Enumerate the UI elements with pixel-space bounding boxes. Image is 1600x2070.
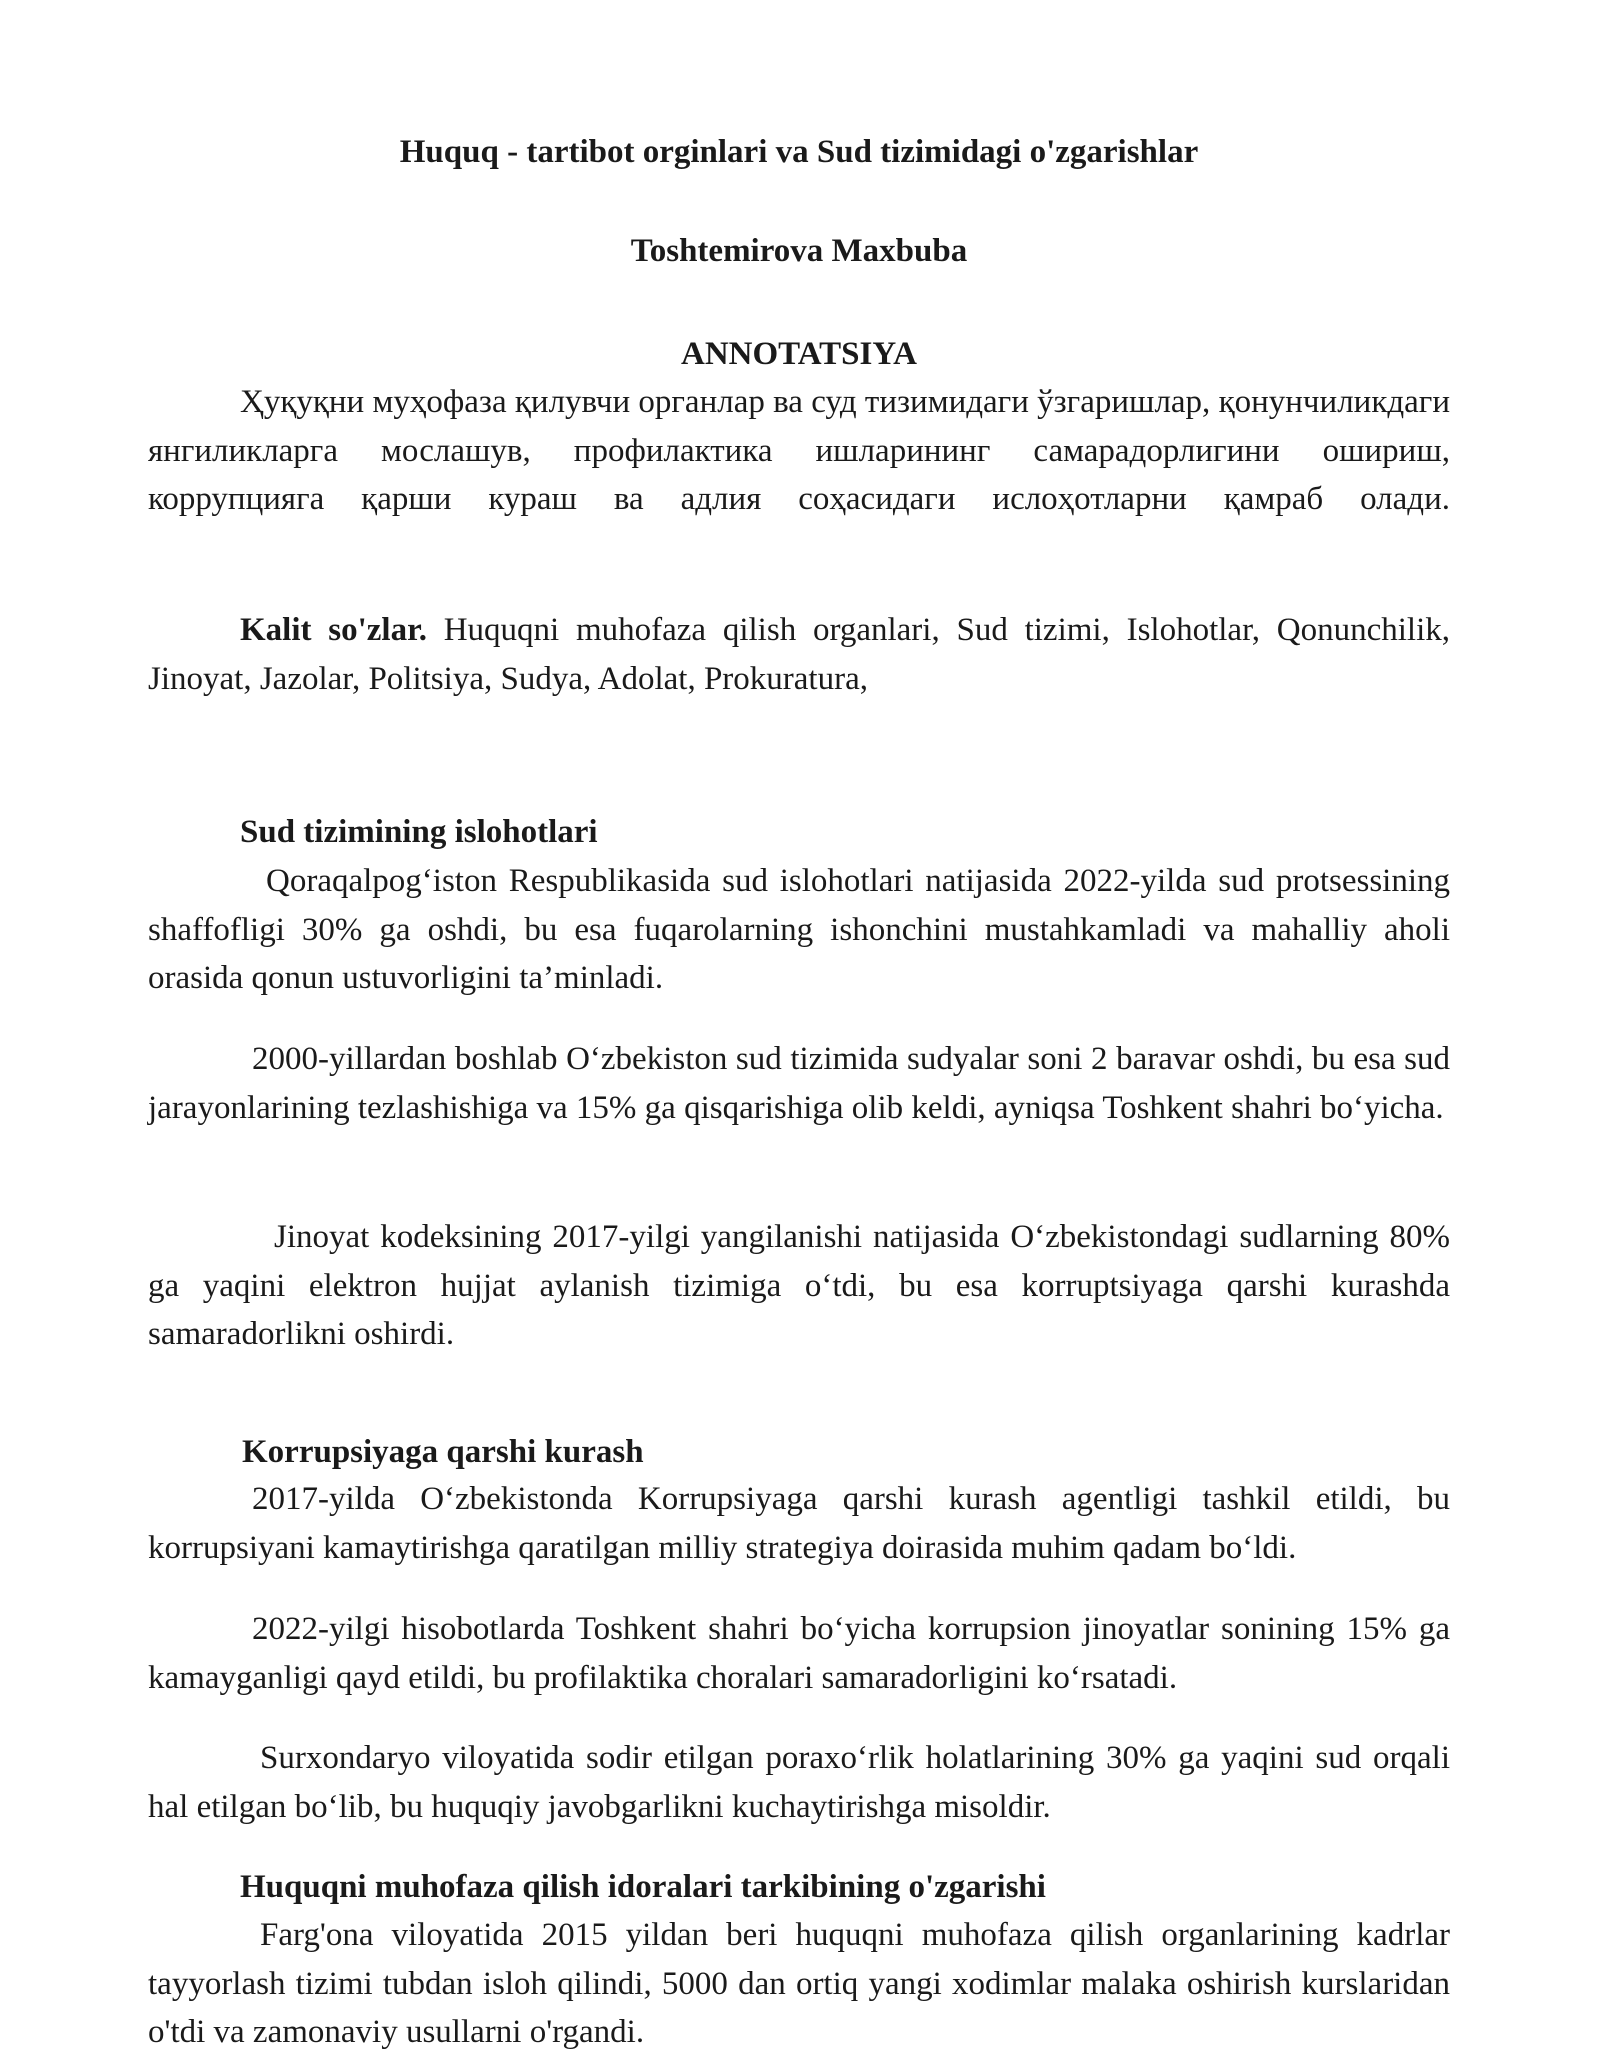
section-heading-sud: Sud tizimining islohotlari — [240, 814, 598, 850]
keywords-label: Kalit so'zlar. — [240, 612, 427, 648]
section-paragraph: Farg'ona viloyatida 2015 yildan beri huquqni muhofaza qilish organlarining kadrlar tayyorlash tizimi tubdan isloh qilindi, 5000 dan ortiq yangi xodimlar malaka oshirish kurslaridan o'tdi va zamonaviy usullarni o'rgandi. — [148, 1917, 1450, 2050]
keywords-text: Huquqni muhofaza qilish organlari, Sud tizimi, Islohotlar, Qonunchilik, Jinoyat, Jazolar, Politsiya, Sudya, Adolat, Prokuratura, — [148, 612, 1450, 697]
section-paragraph: 2022-yilgi hisobotlarda Toshkent shahri boʻyicha korrupsion jinoyatlar sonining 15% ga kamayganligi qayd etildi, bu profilaktika choralari samaradorligini koʻrsatadi. — [148, 1611, 1450, 1696]
author-name: Toshtemirova Maxbuba — [630, 233, 968, 269]
section-heading-idoralar: Huquqni muhofaza qilish idoralari tarkibining o'zgarishi — [240, 1869, 1046, 1905]
section-paragraph: Qoraqalpogʻiston Respublikasida sud islohotlari natijasida 2022-yilda sud protsessining shaffofligi 30% ga oshdi, bu esa fuqarolarning ishonchini mustahkamladi va mahalliy aholi orasida qonun ustuvorligini ta’minladi. — [148, 863, 1450, 996]
section-paragraph: 2000-yillardan boshlab Oʻzbekiston sud tizimida sudyalar soni 2 baravar oshdi, bu esa sud jarayonlarining tezlashishiga va 15% ga qisqarishiga olib keldi, ayniqsa Toshkent shahri boʻyicha. — [148, 1041, 1450, 1126]
document-title: Huquq - tartibot orginlari va Sud tizimidagi o'zgarishlar — [399, 134, 1199, 170]
section-paragraph: Surxondaryo viloyatida sodir etilgan poraxoʻrlik holatlarining 30% ga yaqini sud orqali hal etilgan boʻlib, bu huquqiy javobgarlikni kuchaytirishga misoldir. — [148, 1740, 1450, 1825]
section-heading-korrupsiya: Korrupsiyaga qarshi kurash — [242, 1434, 644, 1470]
abstract-heading: ANNOTATSIYA — [681, 336, 917, 372]
section-paragraph: Jinoyat kodeksining 2017-yilgi yangilanishi natijasida Oʻzbekistondagi sudlarning 80% ga yaqini elektron hujjat aylanish tizimiga oʻtdi, bu esa korruptsiyaga qarshi kurashda samaradorlikni oshirdi. — [148, 1219, 1450, 1352]
keywords-paragraph — [148, 606, 1450, 703]
section-paragraph: 2017-yilda Oʻzbekistonda Korrupsiyaga qarshi kurash agentligi tashkil etildi, bu korrupsiyani kamaytirishga qaratilgan milliy strategiya doirasida muhim qadam boʻldi. — [148, 1481, 1450, 1566]
abstract-text: Ҳуқуқни муҳофаза қилувчи органлар ва суд тизимидаги ўзгаришлар, қонунчиликдаги янгиликларга мослашув, профилактика ишларининг самарадорлигини ошириш, коррупцияга қарши кураш ва адлия соҳасидаги ислоҳотларни қамраб олади. — [148, 384, 1450, 517]
